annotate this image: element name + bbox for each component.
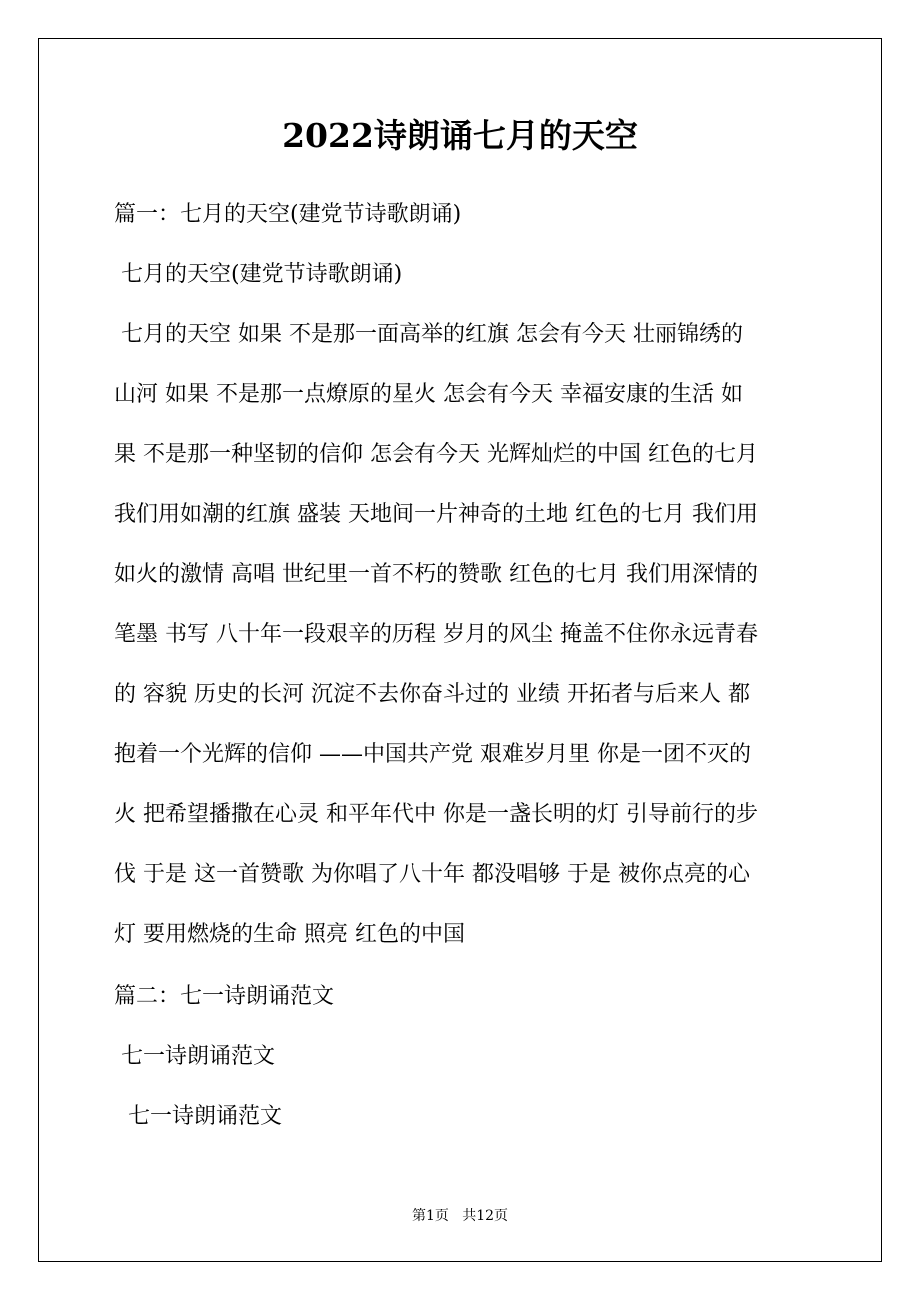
poem-line: 的 容貌 历史的长河 沉淀不去你奋斗过的 业绩 开拓者与后来人 都 — [114, 682, 750, 707]
section-2-heading: 篇二：七一诗朗诵范文 — [114, 984, 335, 1009]
poem-line: 我们用如潮的红旗 盛装 天地间一片神奇的土地 红色的七月 我们用 — [114, 502, 758, 527]
poem-line: 伐 于是 这一首赞歌 为你唱了八十年 都没唱够 于是 被你点亮的心 — [114, 862, 750, 887]
poem-line: 火 把希望播撒在心灵 和平年代中 你是一盏长明的灯 引导前行的步 — [114, 802, 758, 827]
poem-line: 笔墨 书写 八十年一段艰辛的历程 岁月的风尘 掩盖不住你永远青春 — [114, 622, 758, 647]
poem-line: 山河 如果 不是那一点燎原的星火 怎会有今天 幸福安康的生活 如 — [114, 382, 743, 407]
page-number: 第1页 共12页 — [411, 1208, 509, 1224]
section-2-subheading: 七一诗朗诵范文 — [114, 1044, 275, 1069]
document-title: 2022诗朗诵七月的天空 — [282, 116, 638, 155]
poem-line: 七月的天空 如果 不是那一面高举的红旗 怎会有今天 壮丽锦绣的 — [114, 322, 743, 347]
section-2-subheading-repeat: 七一诗朗诵范文 — [114, 1104, 282, 1129]
poem-line: 灯 要用燃烧的生命 照亮 红色的中国 — [114, 922, 465, 947]
poem-line: 如火的激情 高唱 世纪里一首不朽的赞歌 红色的七月 我们用深情的 — [114, 562, 758, 587]
poem-line: 抱着一个光辉的信仰 ——中国共产党 艰难岁月里 你是一团不灭的 — [114, 742, 751, 767]
section-1-subheading: 七月的天空(建党节诗歌朗诵) — [114, 262, 403, 287]
section-1-heading: 篇一：七月的天空(建党节诗歌朗诵) — [114, 202, 462, 227]
poem-line: 果 不是那一种坚韧的信仰 怎会有今天 光辉灿烂的中国 红色的七月 — [114, 442, 758, 467]
